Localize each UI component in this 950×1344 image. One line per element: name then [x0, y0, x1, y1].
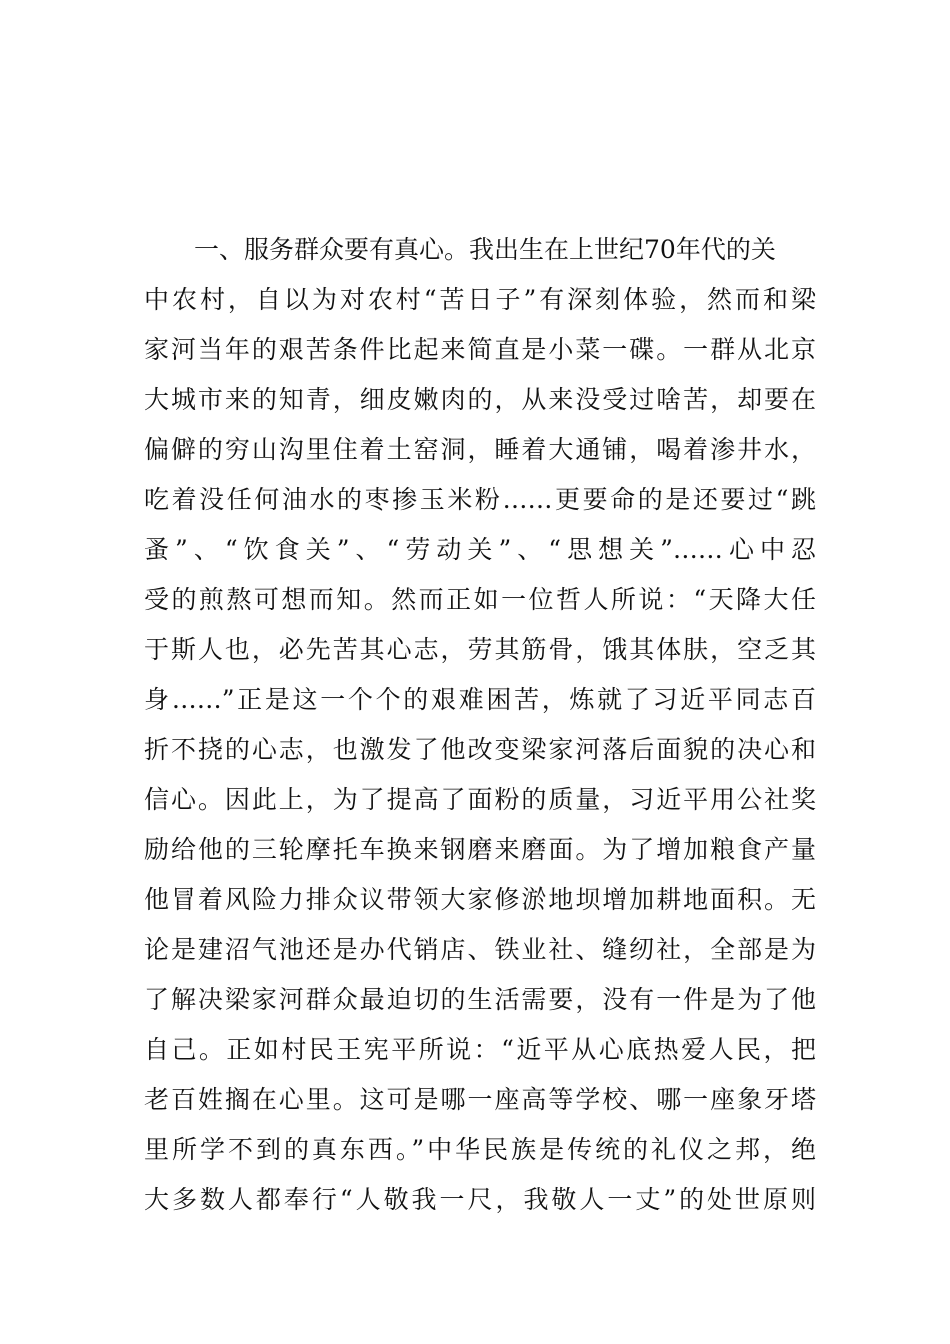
paragraph-line: 了解决梁家河群众最迫切的生活需要，没有一件是为了他 [144, 985, 816, 1014]
paragraph-line: 于斯人也，必先苦其心志，劳其筋骨，饿其体肤，空乏其 [144, 635, 816, 664]
paragraph-line: 自己。正如村民王宪平所说：“近平从心底热爱人民，把 [144, 1035, 816, 1064]
paragraph-line: 受的煎熬可想而知。然而正如一位哲人所说：“天降大任 [144, 585, 816, 614]
paragraph-line: 信心。因此上，为了提高了面粉的质量，习近平用公社奖 [144, 785, 816, 814]
paragraph-line: 励给他的三轮摩托车换来钢磨来磨面。为了增加粮食产量 [144, 835, 816, 864]
paragraph-line: 身……”正是这一个个的艰难困苦，炼就了习近平同志百 [144, 685, 816, 714]
paragraph-line: 中农村，自以为对农村“苦日子”有深刻体验，然而和梁 [144, 285, 816, 314]
paragraph-line: 论是建沼气池还是办代销店、铁业社、缝纫社，全部是为 [144, 935, 816, 964]
paragraph-line: 里所学不到的真东西。”中华民族是传统的礼仪之邦，绝 [144, 1135, 816, 1164]
paragraph-line: 老百姓搁在心里。这可是哪一座高等学校、哪一座象牙塔 [144, 1085, 816, 1114]
paragraph-line: 蚤”、“饮食关”、“劳动关”、“思想关”……心中忍 [144, 535, 816, 564]
body-paragraph [144, 225, 816, 1225]
paragraph-line: 偏僻的穷山沟里住着土窑洞，睡着大通铺，喝着渗井水， [144, 435, 816, 464]
paragraph-line: 大城市来的知青，细皮嫩肉的，从来没受过啥苦，却要在 [144, 385, 816, 414]
paragraph-line: 折不挠的心志，也激发了他改变梁家河落后面貌的决心和 [144, 735, 816, 764]
paragraph-line: 家河当年的艰苦条件比起来简直是小菜一碟。一群从北京 [144, 335, 816, 364]
paragraph-line: 一、服务群众要有真心。我出生在上世纪70年代的关 [144, 235, 776, 264]
paragraph-line: 大多数人都奉行“人敬我一尺，我敬人一丈”的处世原则 [144, 1185, 816, 1214]
paragraph-line: 他冒着风险力排众议带领大家修淤地坝增加耕地面积。无 [144, 885, 816, 914]
paragraph-line: 吃着没任何油水的枣掺玉米粉……更要命的是还要过“跳 [144, 485, 816, 514]
